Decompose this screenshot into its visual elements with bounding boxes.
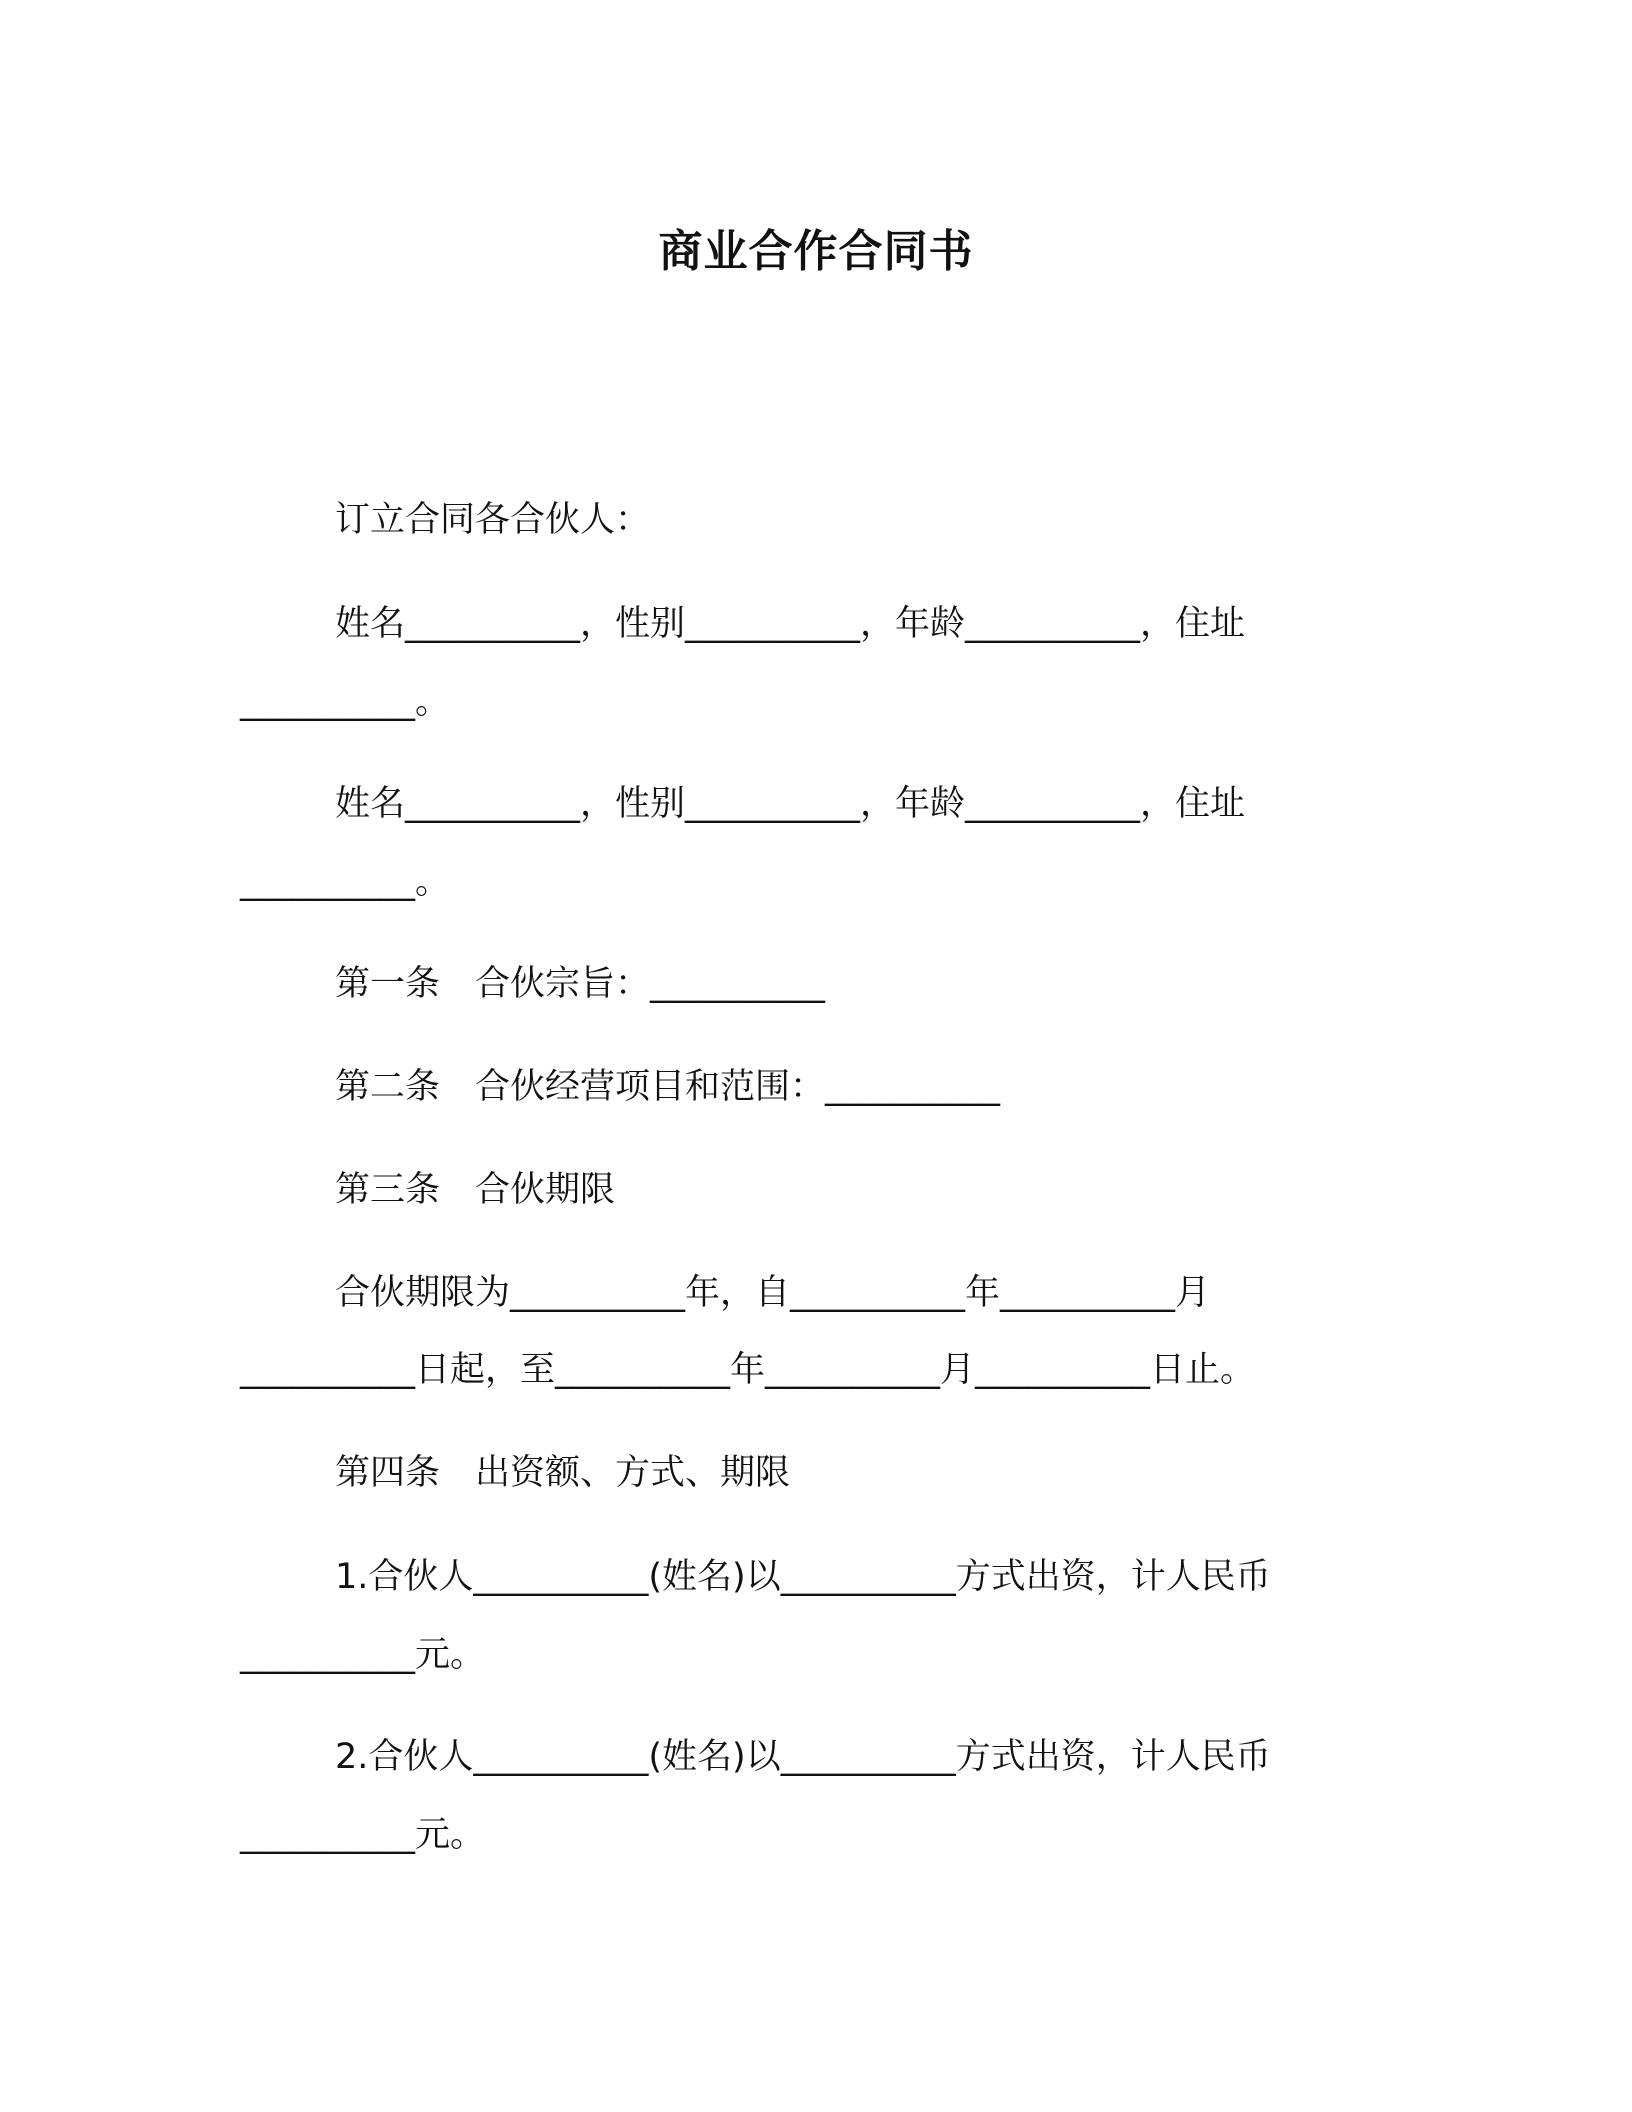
contribution-2-amount: __________元。 xyxy=(240,1815,486,1855)
article-1: 第一条 合伙宗旨：__________ xyxy=(335,964,826,1004)
article-4-heading: 第四条 出资额、方式、期限 xyxy=(335,1453,791,1493)
partner-2-info: 姓名__________，性别__________，年龄__________，住址 xyxy=(335,784,1246,824)
article-3-heading: 第三条 合伙期限 xyxy=(335,1170,616,1210)
parties-heading: 订立合同各合伙人： xyxy=(335,500,651,540)
document-title: 商业合作合同书 xyxy=(658,226,974,277)
contribution-1: 1.合伙人__________(姓名)以__________方式出资，计人民币 xyxy=(335,1557,1271,1597)
partner-2-address: __________。 xyxy=(240,862,451,902)
term-line-1: 合伙期限为__________年，自__________年__________月 xyxy=(335,1273,1211,1313)
article-2: 第二条 合伙经营项目和范围：__________ xyxy=(335,1067,1001,1107)
term-line-2: __________日起，至__________年__________月__________日止。 xyxy=(240,1350,1256,1390)
partner-1-address: __________。 xyxy=(240,682,451,722)
contribution-1-amount: __________元。 xyxy=(240,1635,486,1675)
partner-1-info: 姓名__________，性别__________，年龄__________，住址 xyxy=(335,604,1246,644)
contribution-2: 2.合伙人__________(姓名)以__________方式出资，计人民币 xyxy=(335,1737,1271,1777)
